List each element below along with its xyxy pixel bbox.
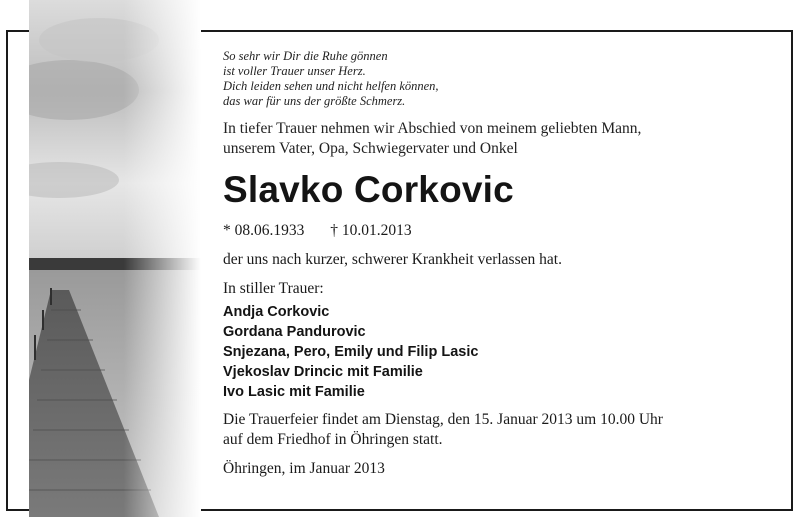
poem-line: So sehr wir Dir die Ruhe gönnen <box>223 49 388 63</box>
poem-line: Dich leiden sehen und nicht helfen können, <box>223 79 439 93</box>
mourners-list <box>223 302 783 402</box>
obituary-text <box>223 49 783 479</box>
funeral-line: auf dem Friedhof in Öhringen statt. <box>223 431 443 448</box>
death-date: † 10.01.2013 <box>330 222 412 239</box>
place-date: Öhringen, im Januar 2013 <box>223 460 385 477</box>
poem <box>223 49 783 109</box>
mourner: Vjekoslav Drincic mit Familie <box>223 364 423 380</box>
lake-pier-photo <box>29 0 201 517</box>
birth-date: * 08.06.1933 <box>223 222 305 239</box>
life-dates <box>223 221 783 241</box>
funeral-line: Die Trauerfeier findet am Dienstag, den 15. Januar 2013 um 10.00 Uhr <box>223 411 663 428</box>
illness-note: der uns nach kurzer, schwerer Krankheit verlassen hat. <box>223 251 562 268</box>
mourning-label: In stiller Trauer: <box>223 280 324 297</box>
mourner: Ivo Lasic mit Familie <box>223 384 365 400</box>
intro-line: In tiefer Trauer nehmen wir Abschied von meinem geliebten Mann, <box>223 120 642 137</box>
funeral-info <box>223 410 783 450</box>
mourner: Gordana Pandurovic <box>223 324 366 340</box>
intro-line: unserem Vater, Opa, Schwiegervater und Onkel <box>223 140 518 157</box>
poem-line: das war für uns der größte Schmerz. <box>223 94 406 108</box>
poem-line: ist voller Trauer unser Herz. <box>223 64 366 78</box>
mourner: Andja Corkovic <box>223 304 330 320</box>
mourner: Snjezana, Pero, Emily und Filip Lasic <box>223 344 479 360</box>
intro <box>223 119 783 159</box>
deceased-name: Slavko Corkovic <box>223 169 514 210</box>
